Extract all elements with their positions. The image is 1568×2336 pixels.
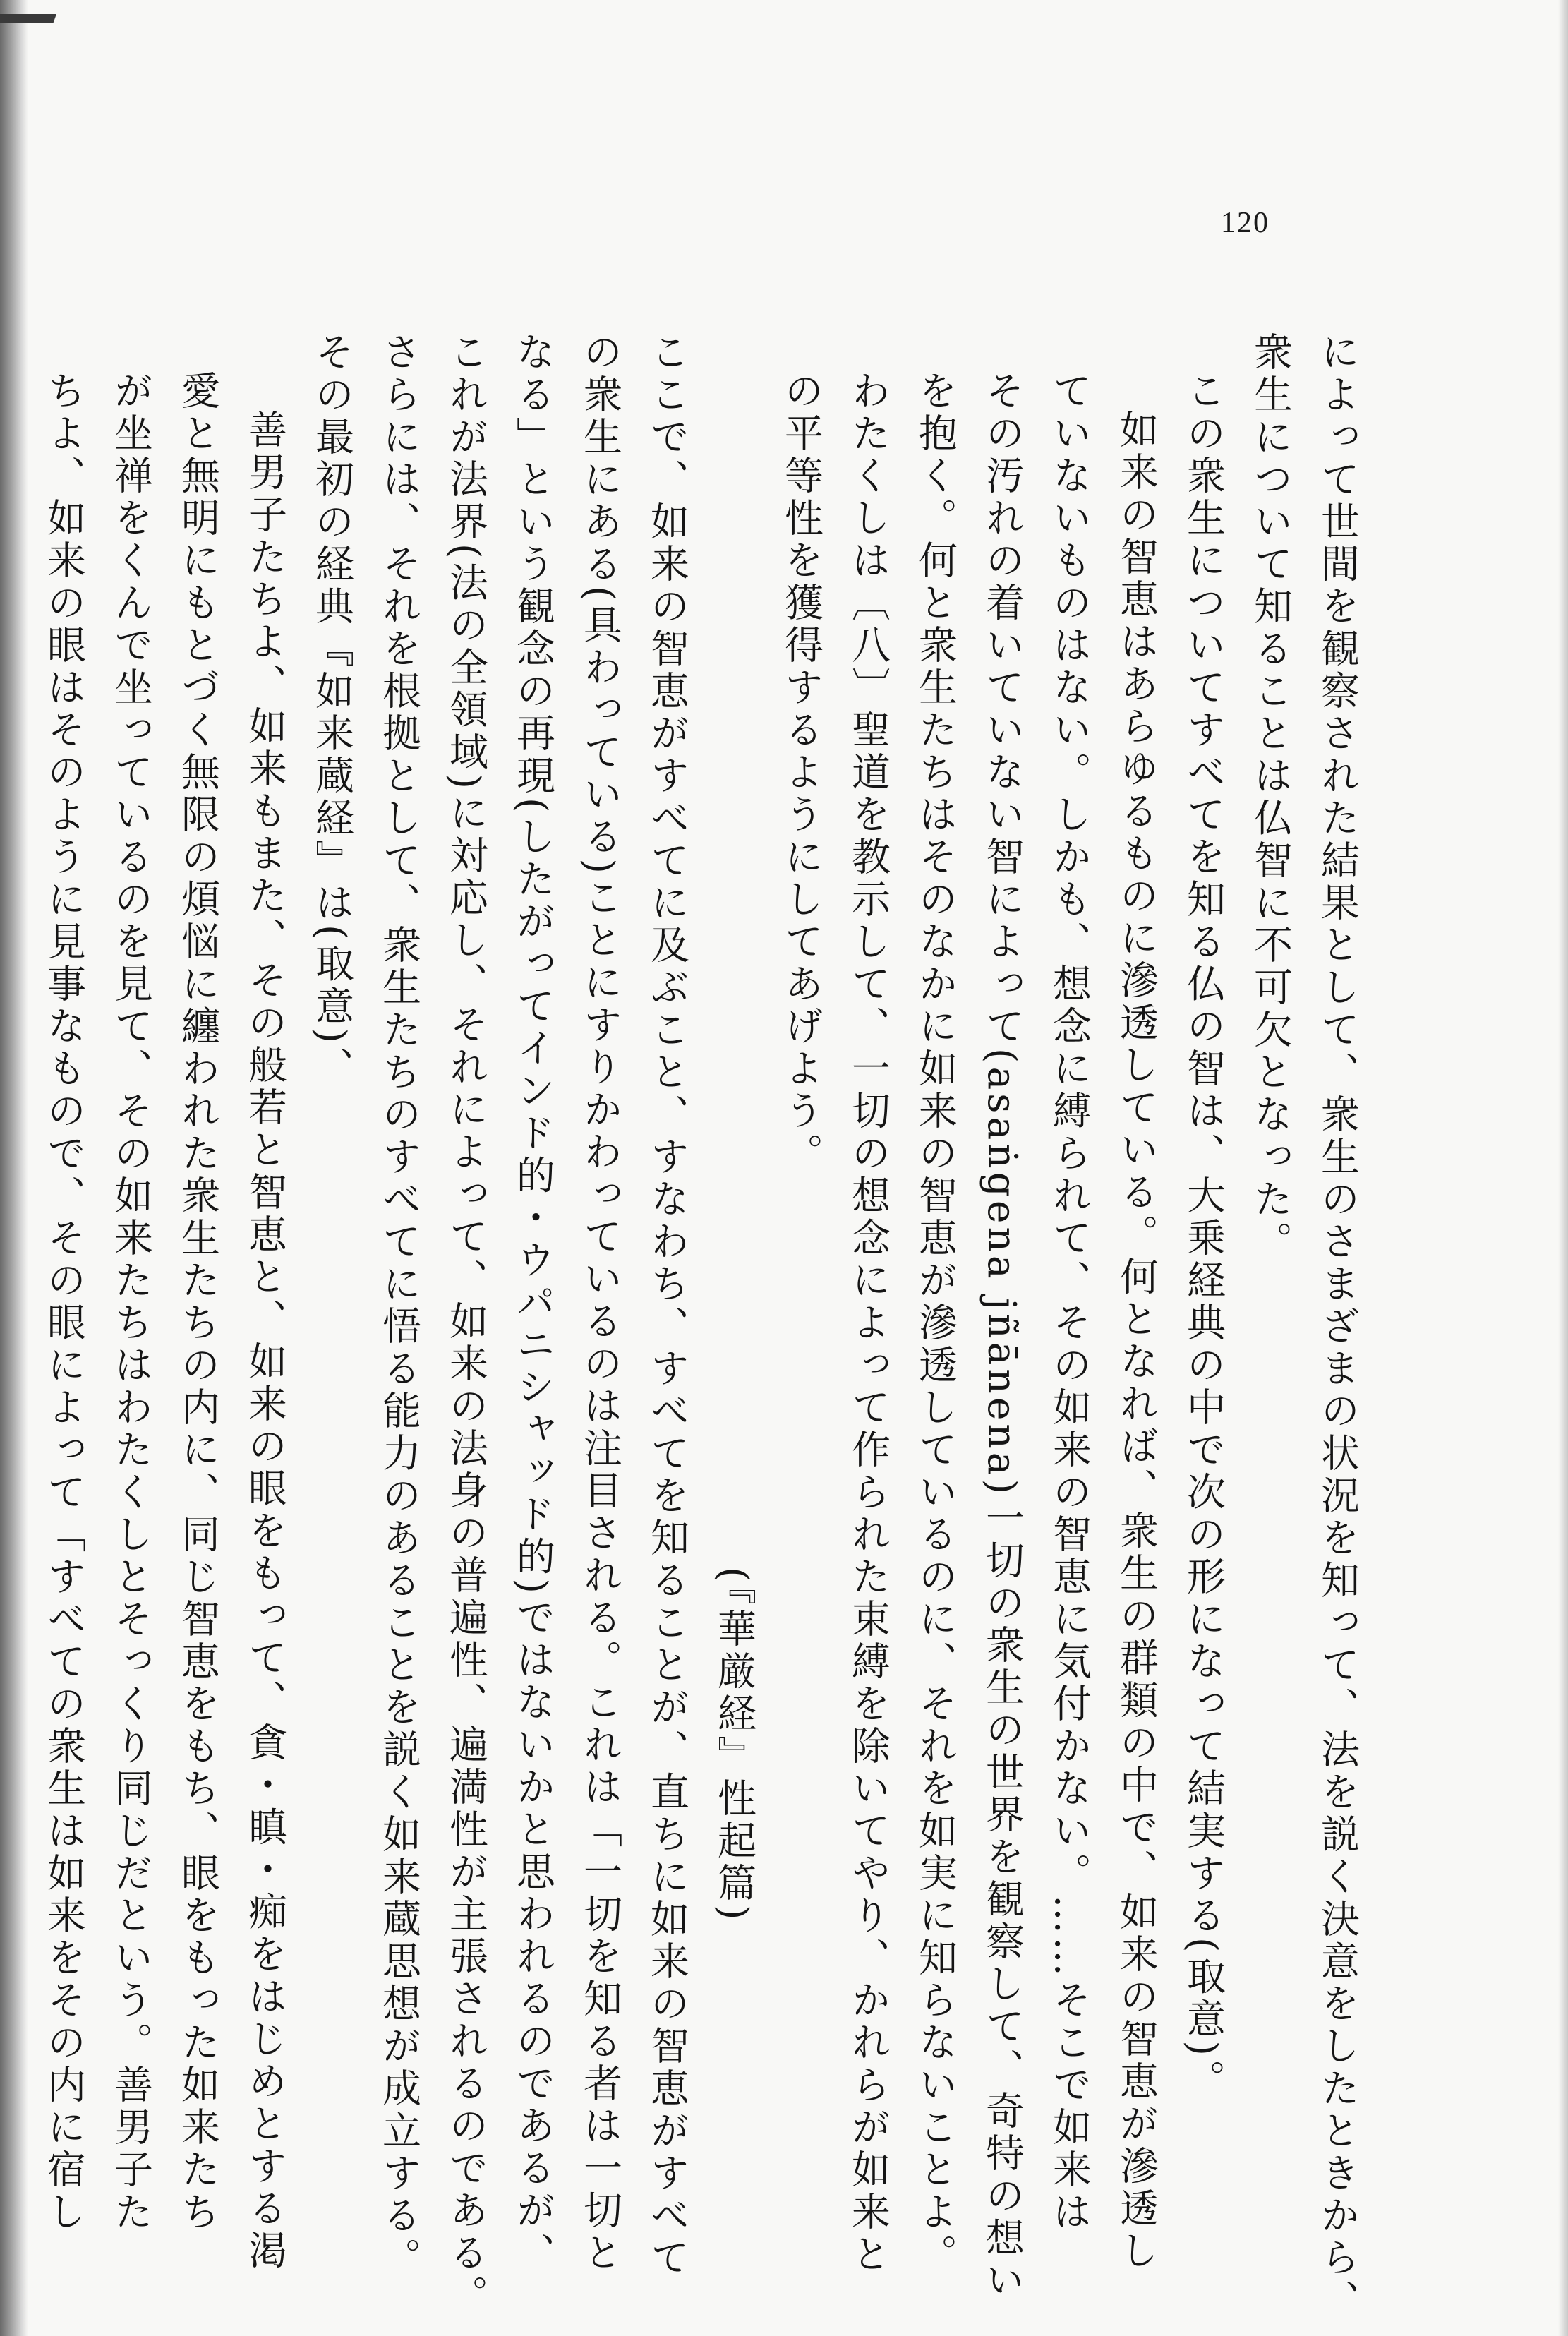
text-line: によって世間を観察された結果として、衆生のさまざまの状況を知って、法を説く決意をしたときから、 [1315, 332, 1360, 2322]
text-line: これが法界(法の全領域)に対応し、それによって、如来の法身の普遍性、遍満性が主張されるのである。 [443, 332, 488, 2317]
quote-line: その汚れの着いていない智によって(asaṅgena jñānena)一切の衆生の世界を観察して、奇特の想い [979, 371, 1025, 2303]
scan-corner-mark [0, 14, 56, 23]
quote-line: ちよ、如来の眼はそのように見事なもので、その眼によって「すべての衆生は如来をその内に宿し [41, 371, 86, 2234]
quote-line: を抱く。何と衆生たちはそのなかに如来の智恵が滲透しているのに、それを如実に知らないことよ。 [912, 371, 958, 2276]
text-line: 衆生について知ることは仏智に不可欠となった。 [1248, 332, 1293, 1263]
text-line: この衆生についてすべてを知る仏の智は、大乗経典の中で次の形になって結実する(取意)。 [1181, 371, 1226, 2102]
quote-source: (『華厳経』性起篇) [711, 1567, 756, 1924]
quote-line: の平等性を獲得するようにしてあげよう。 [778, 371, 824, 1175]
body-text [30, 332, 1370, 2322]
text-line: さらには、それを根拠として、衆生たちのすべてに悟る能力のあることを説く如来蔵思想が成立する。 [376, 332, 421, 2280]
quote-line: 愛と無明にもとづく無限の煩悩に纏われた衆生たちの内に、同じ智恵をもち、眼をもった如来たち [175, 371, 220, 2234]
quote-line: わたくしは〔八〕聖道を教示して、一切の想念によって作られた束縛を除いてやり、かれらが如来と [845, 371, 891, 2276]
text-line: の衆生にある(具わっている)ことにすりかわっているのは注目される。これは「一切を知る者は一切と [577, 332, 622, 2275]
quote-line: ていないものはない。しかも、想念に縛られて、その如来の智恵に気付かない。……そこで如来は [1047, 371, 1092, 2234]
page-number: 120 [1221, 207, 1270, 239]
binding-shadow [0, 0, 28, 2336]
quote-line: 善男子たちよ、如来もまた、その般若と智恵と、如来の眼をもって、貪・瞋・痴をはじめとする渇 [242, 409, 287, 2272]
quote-line: が坐禅をくんで坐っているのを見て、その如来たちはわたくしとそっくり同じだという。善男子た [108, 371, 153, 2234]
page-edge [1558, 0, 1568, 2336]
quote-line: 如来の智恵はあらゆるものに滲透している。何となれば、衆生の群類の中で、如来の智恵が滲透し [1114, 409, 1159, 2272]
text-line: なる」という観念の再現(したがってインド的・ウパニシャッド的)ではないかと思われるのであるが、 [510, 332, 555, 2275]
text-line: その最初の経典『如来蔵経』は(取意)、 [309, 332, 354, 1089]
text-line: ここで、如来の智恵がすべてに及ぶこと、すなわち、すべてを知ることが、直ちに如来の智恵がすべて [644, 332, 689, 2280]
